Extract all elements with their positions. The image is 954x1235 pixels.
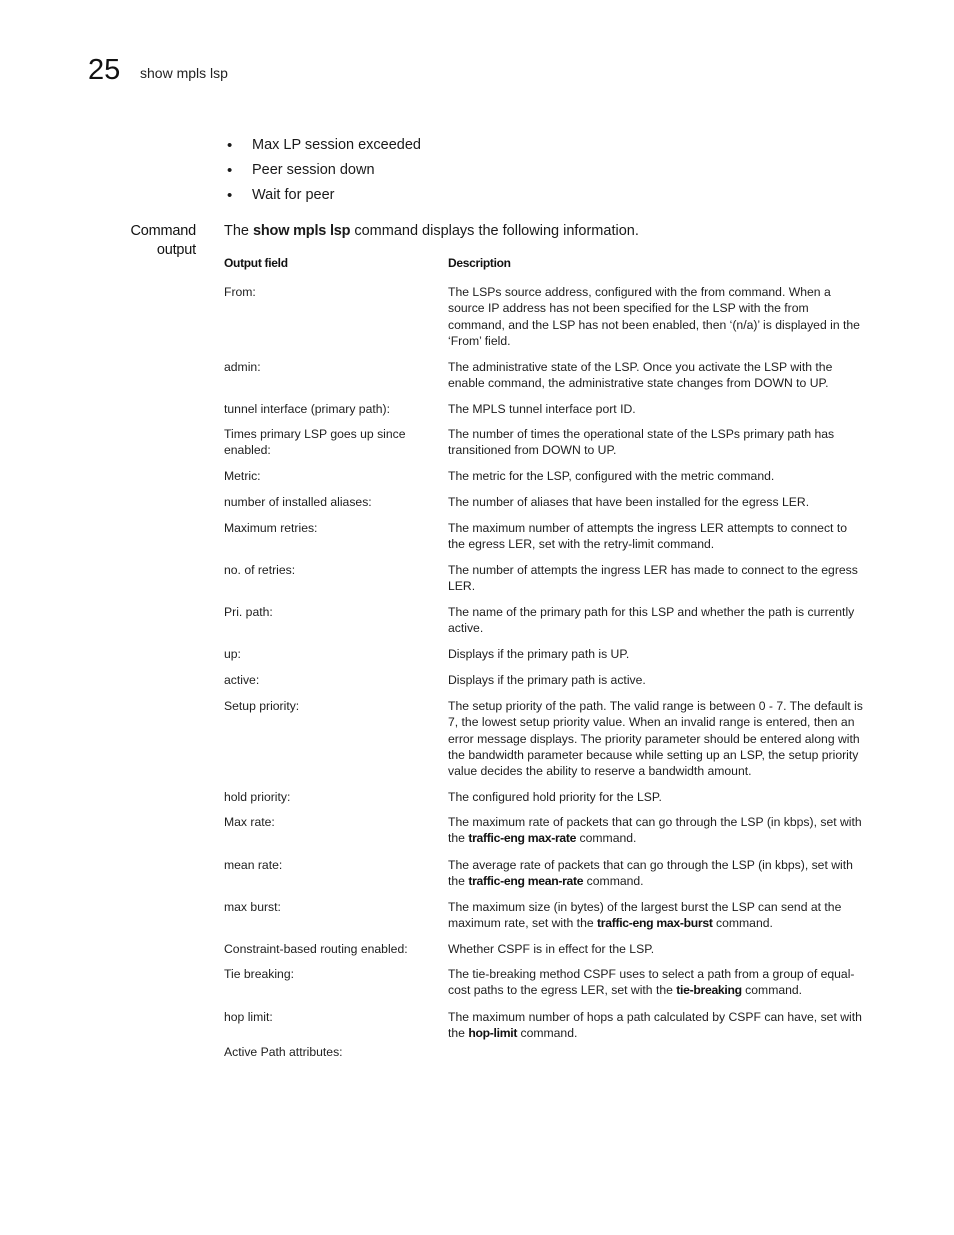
table-row (224, 401, 864, 426)
table-row (224, 1044, 864, 1064)
bullet-icon: • (227, 137, 233, 154)
command-name: traffic-eng mean-rate (468, 874, 584, 889)
table-row (224, 966, 864, 1009)
table-row (224, 698, 864, 789)
table-row (224, 672, 864, 698)
output-field: Pri. path: (224, 605, 273, 619)
table-row (224, 646, 864, 672)
table-row (224, 562, 864, 604)
table-row (224, 789, 864, 814)
output-field: no. of retries: (224, 563, 296, 577)
field-description: The setup priority of the path. The valid range is between 0 - 7. The default is 7, the lowest setup priority value. When an invalid range is entered, then an error message displays. The priority parameter should be entered along with the bandwidth parameter because while setting up an LSP, the setup priority value decides the ability to reserve a bandwidth amount. (448, 699, 863, 779)
section-heading: Command output (130, 223, 196, 258)
field-description: The configured hold priority for the LSP. (448, 790, 662, 804)
output-field: tunnel interface (primary path): (224, 402, 390, 416)
section-intro: The show mpls lsp command displays the following information. (224, 223, 639, 239)
output-field: Metric: (224, 469, 261, 483)
output-field: up: (224, 647, 241, 661)
table-row (224, 1009, 864, 1044)
output-field: Maximum retries: (224, 521, 318, 535)
reason-list (224, 133, 421, 208)
output-field: Tie breaking: (224, 967, 295, 981)
output-field: number of installed aliases: (224, 495, 372, 509)
table-row (224, 941, 864, 966)
output-field: hop limit: (224, 1010, 273, 1024)
table-row (224, 857, 864, 899)
field-description: The maximum rate of packets that can go through the LSP (in kbps), set with the traffic-eng max-rate command. (448, 815, 862, 846)
table-row (224, 359, 864, 401)
table-row (224, 899, 864, 941)
output-field: Constraint-based routing enabled: (224, 942, 408, 956)
field-description: The number of times the operational state of the LSPs primary path has transitioned from DOWN to UP. (448, 427, 835, 458)
command-name: tie-breaking (676, 983, 742, 998)
field-description: The metric for the LSP, configured with the metric command. (448, 469, 775, 483)
table-row (224, 494, 864, 520)
field-description: The number of aliases that have been installed for the egress LER. (448, 495, 810, 509)
field-description: Whether CSPF is in effect for the LSP. (448, 942, 655, 956)
output-field: Max rate: (224, 815, 275, 829)
output-field: active: (224, 673, 260, 687)
field-description: Displays if the primary path is active. (448, 673, 646, 687)
output-field-table (224, 255, 864, 1064)
field-description: The maximum number of attempts the ingress LER attempts to connect to the egress LER, set with the retry-limit command. (448, 521, 847, 552)
field-description: The maximum number of hops a path calculated by CSPF can have, set with the hop-limit command. (448, 1010, 862, 1041)
table-row (224, 468, 864, 494)
output-field: mean rate: (224, 858, 283, 872)
table-header (224, 255, 864, 284)
bullet-icon: • (227, 162, 233, 179)
command-name: show mpls lsp (253, 223, 351, 239)
table-row (224, 426, 864, 468)
output-field: hold priority: (224, 790, 291, 804)
list-item: • Max LP session exceeded (224, 133, 421, 158)
bullet-icon: • (227, 187, 233, 204)
column-header-output-field: Output field (224, 256, 288, 270)
field-description: The tie-breaking method CSPF uses to select a path from a group of equal-cost paths to the egress LER, set with the tie-breaking command. (448, 967, 855, 998)
field-description: The MPLS tunnel interface port ID. (448, 402, 636, 416)
output-field: Times primary LSP goes up since enabled: (224, 427, 406, 458)
table-row (224, 520, 864, 562)
command-name: hop-limit (468, 1026, 518, 1041)
field-description: The average rate of packets that can go through the LSP (in kbps), set with the traffic-eng mean-rate command. (448, 858, 853, 889)
column-header-description: Description (448, 256, 511, 270)
field-description: Displays if the primary path is UP. (448, 647, 630, 661)
command-name: traffic-eng max-burst (597, 916, 713, 931)
field-description: The LSPs source address, configured with the from command. When a source IP address has not been specified for the LSP with the from command, and the LSP has not been enabled, then ‘(n/a)’ is displayed in the ‘From’ field. (448, 285, 860, 348)
table-row (224, 814, 864, 857)
list-item: • Wait for peer (224, 183, 421, 208)
table-row (224, 604, 864, 646)
chapter-number: 25 (88, 54, 121, 86)
list-item: • Peer session down (224, 158, 421, 183)
output-field: From: (224, 285, 256, 299)
output-field: Active Path attributes: (224, 1045, 343, 1059)
field-description: The name of the primary path for this LSP and whether the path is currently active. (448, 605, 855, 636)
field-description: The maximum size (in bytes) of the largest burst the LSP can send at the maximum rate, set with the traffic-eng max-burst command. (448, 900, 842, 931)
field-description: The number of attempts the ingress LER has made to connect to the egress LER. (448, 563, 858, 594)
output-field: Setup priority: (224, 699, 300, 713)
output-field: max burst: (224, 900, 281, 914)
command-name: traffic-eng max-rate (468, 831, 577, 846)
field-description (448, 1044, 864, 1064)
table-row (224, 284, 864, 359)
running-title: show mpls lsp (140, 65, 228, 81)
output-field: admin: (224, 360, 261, 374)
field-description: The administrative state of the LSP. Once you activate the LSP with the enable command, the administrative state changes from DOWN to UP. (448, 360, 833, 391)
